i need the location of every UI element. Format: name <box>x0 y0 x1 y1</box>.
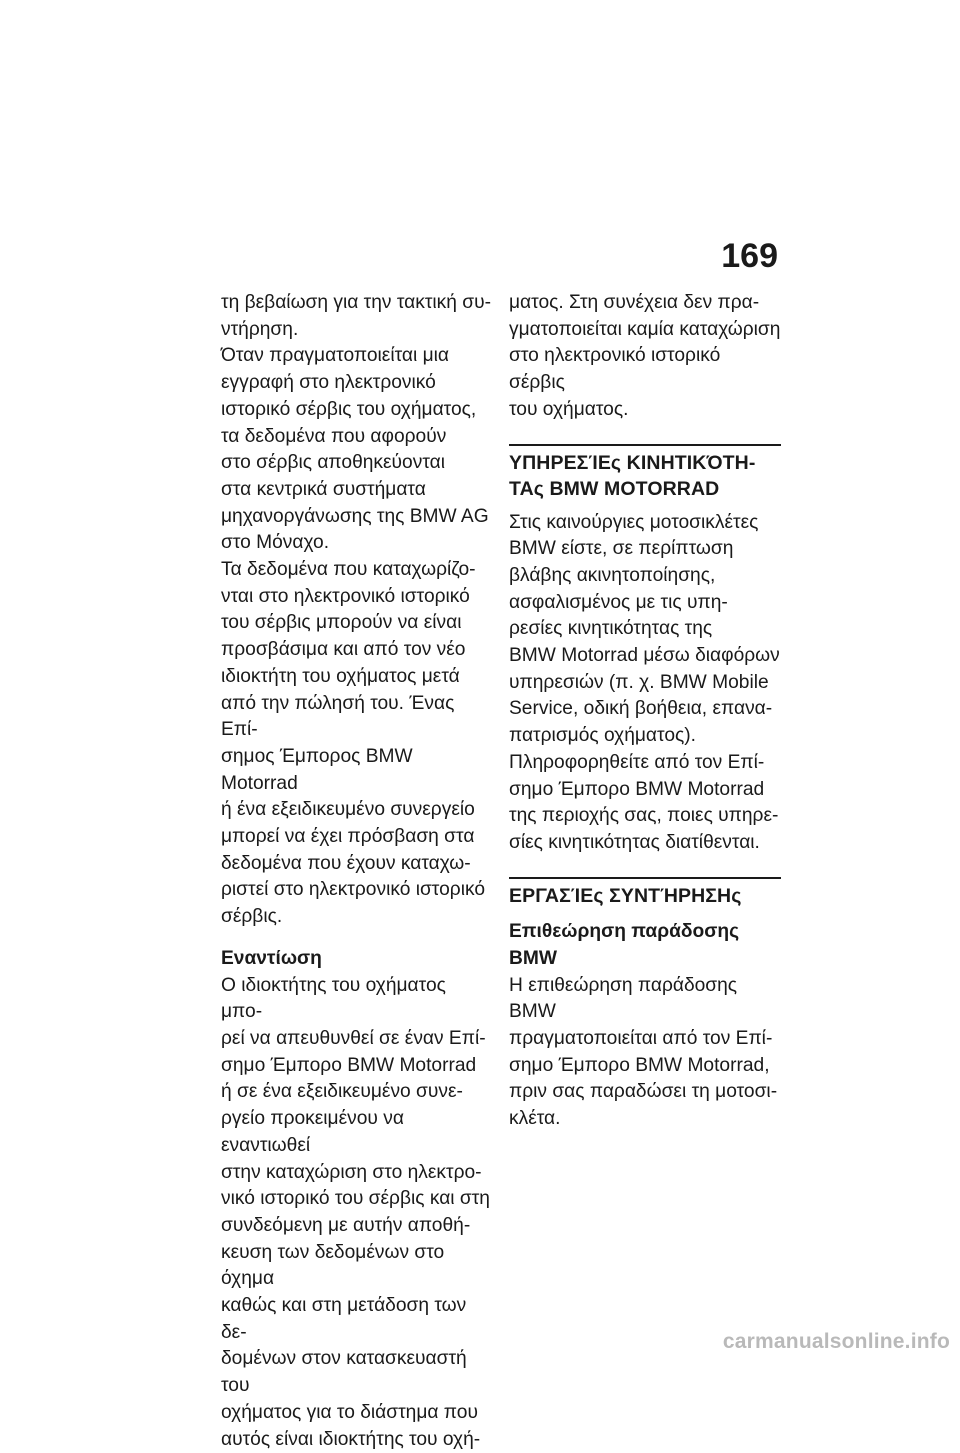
mobility-services-info-text: Πληροφορηθείτε από τον Επί- σημο Έμπορο BMW Motorrad της περιοχής σας, ποιες υπηρε- σίες κινητικότητας διατίθενται. <box>509 751 779 853</box>
mobility-services-text: Στις καινούργιες μοτοσικλέτες BMW είστε, σε περίπτωση βλάβης ακινητοποίησης, ασφαλισμένος με τις υπη- ρεσίες κινητικότητας της BMW Motorrad μέσω διαφόρων υπηρεσιών (π. χ. BMW Mobile Service, οδική βοήθεια, επανα- πατρισμός οχήματος). <box>509 511 780 747</box>
maintenance-work-heading: ΕΡΓΑΣΊΕς ΣΥΝΤΉΡΗΣΗς <box>509 884 742 907</box>
watermark-text: carmanualsonline.info <box>722 1330 950 1353</box>
mobility-services-section <box>509 444 781 503</box>
objection-heading: Εναντίωση <box>221 947 322 969</box>
objection-continuation-text: ματος. Στη συνέχεια δεν πρα- γματοποιείται καμία καταχώριση στο ηλεκτρονικό ιστορικό σέρβις του οχήματος. <box>509 292 781 420</box>
service-history-storage-text: Όταν πραγματοποιείται μια εγγραφή στο ηλεκτρονικό ιστορικό σέρβις του οχήματος, τα δεδομένα που αφορούν στο σέρβις αποθηκεύονται στα κεντρικά συστήματα μηχανοργάνωσης της BMW AG στο Μόναχο. <box>221 345 489 554</box>
delivery-inspection-text: Η επιθεώρηση παράδοσης BMW πραγματοποιείται από τον Επί- σημο Έμπορο BMW Motorrad, πριν σας παραδώσει τη μοτοσι- κλέτα. <box>509 974 778 1130</box>
left-column <box>221 290 491 1453</box>
maintenance-work-section <box>509 877 781 910</box>
right-column <box>509 290 781 1133</box>
delivery-inspection-heading: Επιθεώρηση παράδοσης BMW <box>509 921 740 969</box>
page-number: 169 <box>721 237 778 275</box>
service-history-access-text: Τα δεδομένα που καταχωρίζο- νται στο ηλεκτρονικό ιστορικό του σέρβις μπορούν να είναι προσβάσιμα και από τον νέο ιδιοκτήτη του οχήματος μετά από την πώλησή του. Ένας Επί- σημος Έμπορος BMW Motorrad ή ένα εξειδικευμένο συνεργείο μπορεί να έχει πρόσβαση στα δεδομένα που έχουν καταχω- ριστεί στο ηλεκτρονικό ιστορικό σέρβις. <box>221 559 485 928</box>
maintenance-confirmation-text: τη βεβαίωση για την τακτική συ- ντήρηση. <box>221 292 492 340</box>
mobility-services-heading: ΥΠΗΡΕΣΊΕς ΚΙΝΗΤΙΚΌΤΗ- ΤΑς BMW MOTORRAD <box>509 451 756 501</box>
objection-text: Ο ιδιοκτήτης του οχήματος μπο- ρεί να απευθυνθεί σε έναν Επί- σημο Έμπορο BMW Motorrad ή σε ένα εξειδικευμένο συνε- ργείο προκειμένου να εναντιωθεί στην καταχώριση στο ηλεκτρο- νικό ιστορικό του σέρβις και στη συνδεόμενη με αυτήν αποθή- κευση των δεδομένων στο όχημα καθώς και στη μετάδοση των δε- δομένων στον κατασκευαστή του οχήματος για το διάστημα που αυτός είναι ιδιοκτήτης του οχή- <box>221 974 490 1450</box>
